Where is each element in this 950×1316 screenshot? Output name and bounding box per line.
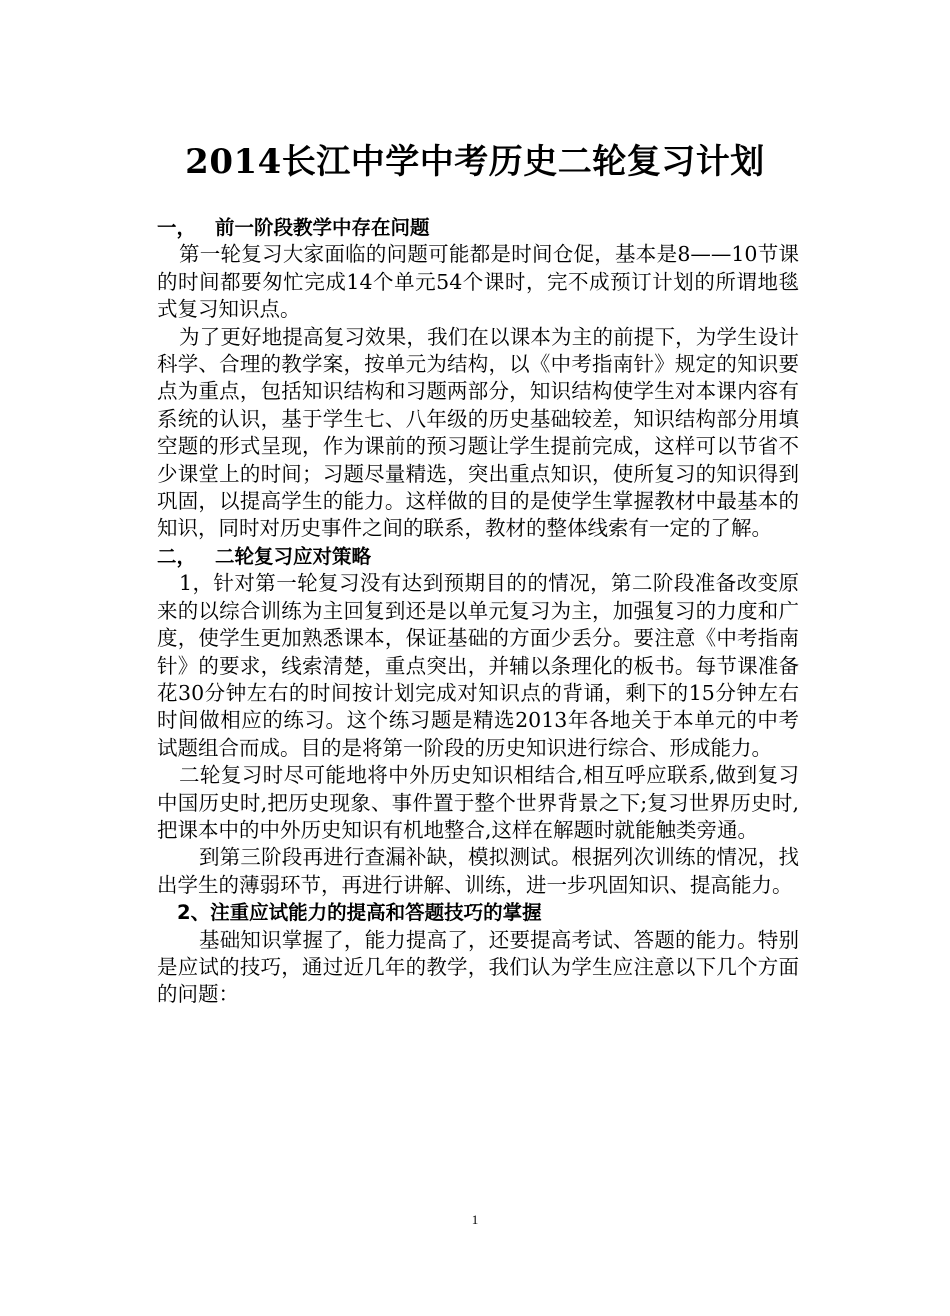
section-title-2: 二轮复习应对策略 — [215, 544, 372, 568]
paragraph: 基础知识掌握了，能力提高了，还要提高考试、答题的能力。特别是应试的技巧，通过近几年的教学，我们认为学生应注意以下几个方面的问题： — [157, 927, 799, 1007]
section-heading-2 — [157, 543, 799, 570]
subsection-heading: 2、注重应试能力的提高和答题技巧的掌握 — [177, 901, 542, 925]
paragraph: 到第三阶段再进行查漏补缺，模拟测试。根据列次训练的情况，找出学生的薄弱环节，再进行讲解、训练，进一步巩固知识、提高能力。 — [157, 845, 799, 897]
section-heading-1 — [157, 214, 799, 241]
document-body — [157, 214, 799, 1009]
section-number-1: 一， — [157, 216, 197, 239]
paragraph: 第一轮复习大家面临的问题可能都是时间仓促，基本是8——10节课的时间都要匆忙完成14个单元54个课时，完不成预订计划的所谓地毯式复习知识点。 — [157, 242, 799, 322]
paragraph: 为了更好地提高复习效果，我们在以课本为主的前提下，为学生设计科学、合理的教学案，按单元为结构，以《中考指南针》规定的知识要点为重点，包括知识结构和习题两部分，知识结构使学生对本课内容有系统的认识，基于学生七、八年级的历史基础较差，知识结构部分用填空题的形式呈现，作为课前的预习题让学生提前完成，这样可以节省不少课堂上的时间；习题尽量精选，突出重点知识，使所复习的知识得到巩固，以提高学生的能力。这样做的目的是使学生掌握教材中最基本的知识，同时对历史事件之间的联系，教材的整体线索有一定的了解。 — [157, 324, 799, 541]
section-title-1: 前一阶段教学中存在问题 — [215, 216, 430, 239]
paragraph: 1，针对第一轮复习没有达到预期目的的情况，第二阶段准备改变原来的以综合训练为主回复到还是以单元复习为主，加强复习的力度和广度，使学生更加熟悉课本，保证基础的方面少丢分。要注意《中考指南针》的要求，线索清楚，重点突出，并辅以条理化的板书。每节课准备花30分钟左右的时间按计划完成对知识点的背诵，剩下的15分钟左右时间做相应的练习。这个练习题是精选2013年各地关于本单元的中考试题组合而成。目的是将第一阶段的历史知识进行综合、形成能力。 — [157, 571, 799, 760]
paragraph: 二轮复习时尽可能地将中外历史知识相结合,相互呼应联系,做到复习中国历史时,把历史现象、事件置于整个世界背景之下;复习世界历史时,把课本中的中外历史知识有机地整合,这样在解题时就能触类旁通。 — [157, 763, 799, 842]
page-number: 1 — [471, 1212, 479, 1227]
section-number-2: 二， — [157, 544, 197, 568]
document-title: 2014长江中学中考历史二轮复习计划 — [185, 142, 765, 182]
